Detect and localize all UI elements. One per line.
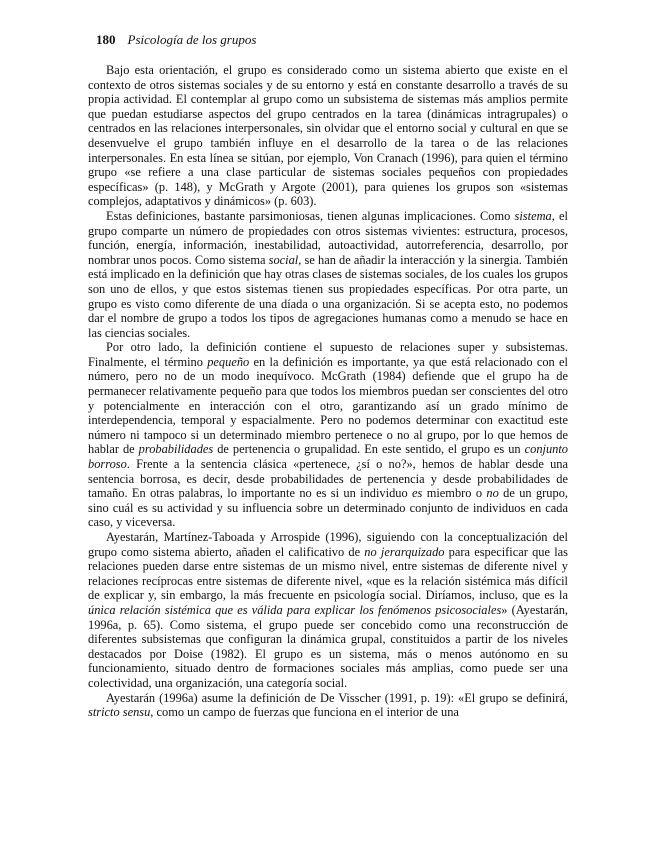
running-title: Psicología de los grupos — [127, 32, 257, 47]
paragraph-5: Ayestarán (1996a) asume la definición de De Visscher (1991, p. 19): «El grupo se definirá, stricto sensu, como un campo de fuerzas que funciona en el interior de una — [88, 690, 568, 720]
paragraph-4: Ayestarán, Martínez-Taboada y Arrospide (1996), siguiendo con la conceptualización del grupo como sistema abierto, añaden el calificativo de no jerarquizado para especificar que las relaciones pueden darse entre sistemas de un mismo nivel, entre sistemas de diferente nivel y relaciones recíprocas entre sistemas de diferente nivel, «que es la relación sistémica más difícil de explicar y, sin embargo, la más frecuente en psicología social. Diríamos, incluso, que es la única relación sistémica que es válida para explicar los fenómenos psicosociales» (Ayestarán, 1996a, p. 65). Como sistema, el grupo puede ser concebido como una reconstrucción de diferentes subsistemas que configuran la dinámica grupal, constituidos a partir de los niveles destacados por Doise (1982). El grupo es un sistema, más o menos autónomo en su funcionamiento, situado dentro de formaciones sociales más amplias, como puede ser una colectividad, una organización, una categoría social. — [88, 530, 568, 690]
paragraph-1: Bajo esta orientación, el grupo es considerado como un sistema abierto que existe en el contexto de otros sistemas sociales y de su entorno y está en constante desarrollo a través de su propia actividad. El contemplar al grupo como un subsistema de sistemas más amplios permite que puedan estudiarse aspectos del grupo centrados en la tarea (dinámicas intragrupales) o centrados en las relaciones interpersonales, sin olvidar que el entorno social y cultural en que se desenvuelve el grupo también influye en el desarrollo de la tarea o de las relaciones interpersonales. En esta línea se sitúan, por ejemplo, Von Cranach (1996), para quien el término grupo «se refiere a una clase particular de sistemas sociales pequeños con propiedades específicas» (p. 148), y McGrath y Argote (2001), para quienes los grupos son «sistemas complejos, adaptativos y dinámicos» (p. 603). — [88, 63, 568, 209]
paragraph-3: Por otro lado, la definición contiene el supuesto de relaciones super y subsistemas. Finalmente, el término pequeño en la definición es importante, ya que está relacionado con el número, pero no de un modo inequívoco. McGrath (1984) defiende que el grupo ha de permanecer relativamente pequeño para que todos los miembros puedan ser conscientes del otro y potencialmente en interacción con el otro, garantizando así un grado mínimo de interdependencia, temporal y espacialmente. Pero no podemos determinar con exactitud este número ni tampoco si un determinado miembro pertenece o no al grupo, por lo que hemos de hablar de probabilidades de pertenencia o grupalidad. En este sentido, el grupo es un conjunto borroso. Frente a la sentencia clásica «pertenece, ¿sí o no?», hemos de hablar desde una sentencia borrosa, es decir, desde probabilidades de pertenencia y desde probabilidades de tamaño. En otras palabras, lo importante no es si un individuo es miembro o no de un grupo, sino cuál es su actividad y su influencia sobre un determinado conjunto de individuos en cada caso, y viceversa. — [88, 340, 568, 530]
page-number: 180 — [96, 32, 116, 47]
paragraph-2: Estas definiciones, bastante parsimoniosas, tienen algunas implicaciones. Como sistema, el grupo comparte un número de propiedades con otros sistemas vivientes: estructura, procesos, función, energía, información, inestabilidad, autoactividad, autorreferencia, desarrollo, por nombrar unos pocos. Como sistema social, se han de añadir la interacción y la sinergia. También está implicado en la definición que hay otras clases de sistemas sociales, de los cuales los grupos son uno de ellos, y que estos sistemas tienen sus propiedades específicas. Por otra parte, un grupo es visto como diferente de una díada o una organización. Si se acepta esto, no podemos dar el nombre de grupo a todos los tipos de agregaciones humanas como a menudo se hace en las ciencias sociales. — [88, 208, 569, 340]
body-text — [88, 63, 568, 720]
running-header — [96, 32, 256, 48]
